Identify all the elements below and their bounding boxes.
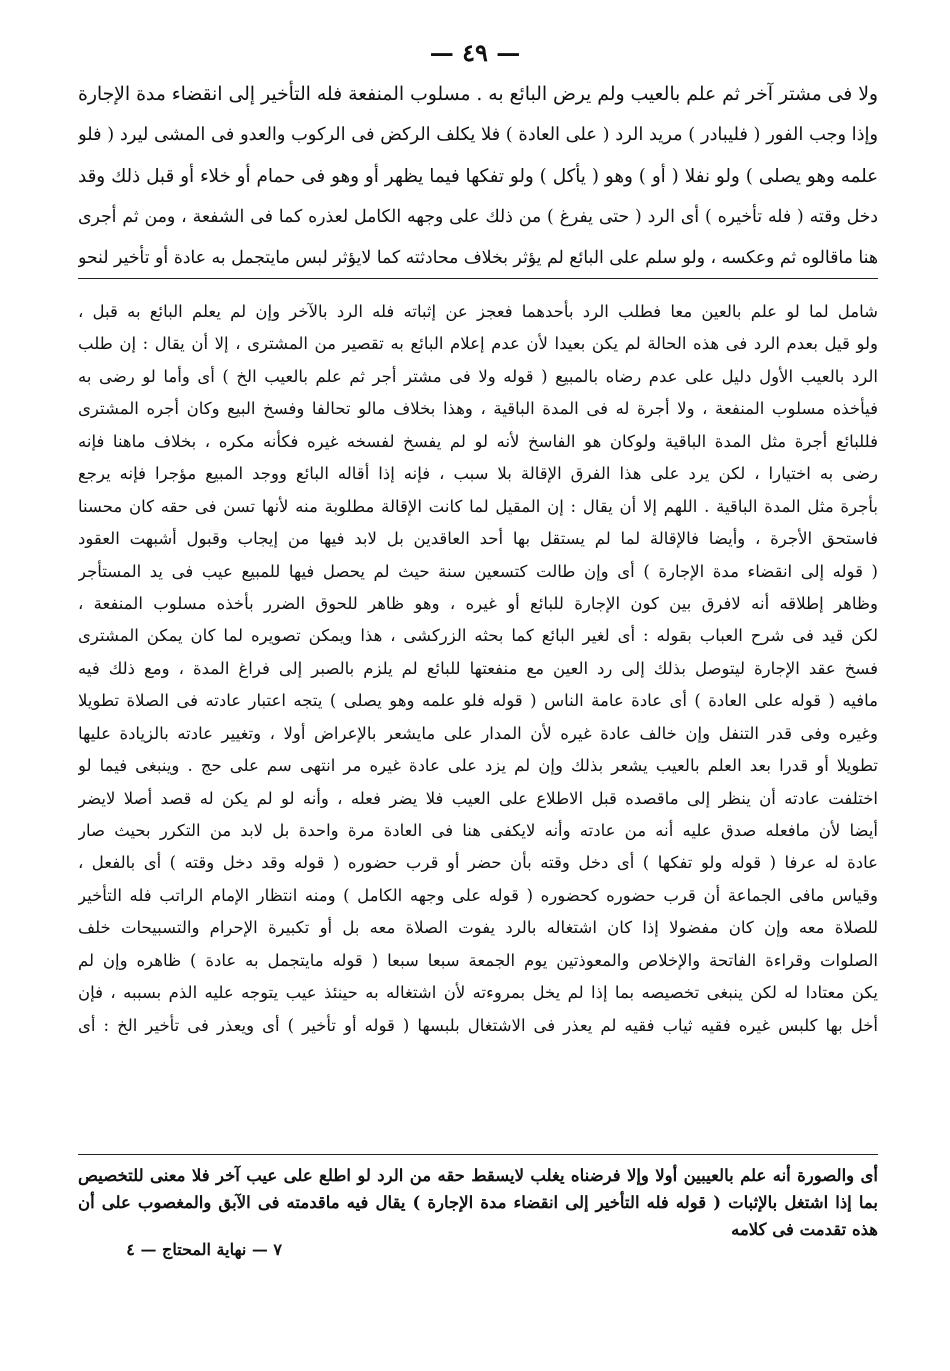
- commentary-line: شامل لما لو علم بالعين معا فطلب الرد بأحدهما فعجز عن إثباته فله الرد بالآخر وإن لم يعلم البائع به قبل ،: [78, 302, 878, 321]
- signature-mark: ٧ — نهاية المحتاج — ٤: [126, 1240, 282, 1259]
- page-number: — ٤٩ —: [429, 38, 521, 67]
- commentary-text: [78, 296, 878, 1042]
- main-line: علمه وهو يصلى ) ولو نفلا ( أو ) وهو ( يأكل ) ولو تفكها فيما يظهر أو وهو فى حمام أو خلاء أو قبل ذلك وقد: [78, 166, 878, 187]
- commentary-line: فيأخذه مسلوب المنفعة ، ولا أجرة له فى المدة الباقية ، وهذا بخلاف مالو تحالفا وفسخ البيع وكان أجره المشترى: [78, 399, 878, 419]
- commentary-line: فسخ عقد الإجارة ليتوصل بذلك إلى رد العين مع منفعتها للبائع لم يلزم بالصبر إلى فراغ المدة ، ومع ذلك فيه: [78, 658, 878, 678]
- commentary-line: تطويلا أو قدرا بعد العلم بالعيب يشعر بذلك وإن لم يزد على عادة غيره مر انتهى سم على حج . وينبغى فيما لو: [78, 756, 878, 776]
- footnote-text: [78, 1162, 878, 1243]
- main-line: وإذا وجب الفور ( فليبادر ) مريد الرد ( على العادة ) فلا يكلف الركض فى الركوب والعدو فى المشى ليرد ( فلو: [78, 125, 878, 145]
- commentary-line: اختلفت عادته أن ينظر إلى ماقصده قبل الاطلاع على العيب فلا يضر فعله ، وأنه لو لم يكن له قصد أصلا لايضر: [78, 788, 878, 808]
- commentary-line: الرد بالعيب الأول دليل على عدم رضاه بالمبيع ( قوله ولا فى مشتر أجر ثم علم بالعيب الخ ) أى وأما لو رضى به: [78, 366, 878, 386]
- main-line: هنا ماقالوه ثم وعكسه ، ولو سلم على البائع لم يؤثر بخلاف محادثته كما لايؤثر لبس مايتجمل به عادة أو تأخير لنحو: [78, 248, 878, 268]
- commentary-line: أيضا لأن مافعله صدق عليه أنه من عادته وأنه لايكفى هنا فى العادة مرة واحدة بل لابد من التكرر بحيث صار: [78, 821, 878, 840]
- commentary-line: ( قوله إلى انقضاء مدة الإجارة ) أى وإن طالت كتسعين سنة حيث لم يحصل فيها للمبيع عيب فى يد المستأجر: [78, 561, 878, 581]
- commentary-line: وظاهر إطلاقه أنه لافرق بين كون الإجارة للبائع أو غيره ، وهو ظاهر للحوق الضرر بأخذه مسلوب المنفعة ،: [78, 593, 878, 613]
- commentary-line: فاستحق الأجرة ، وأيضا فالإقالة لما لم يستقل بها أحد العاقدين بل لابد فيها من إيجاب وقبول أشبهت العقود: [78, 529, 878, 549]
- commentary-line: مافيه ( قوله على العادة ) أى عادة عامة الناس ( قوله فلو علمه وهو يصلى ) يتجه اعتبار عادته فى الصلاة تطويلا: [78, 691, 878, 711]
- commentary-line: ولو قيل بعدم الرد فى هذه الحالة لم يكن بعيدا لأن عدم إعلام البائع به تقصير من المشترى ، إلا أن يقال : إن طلب: [78, 334, 878, 354]
- commentary-line: فللبائع أجرة مثل المدة الباقية ولوكان هو الفاسخ لأنه لو لم يفسخ لفسخه غيره فكأنه مكره ، بخلاف ماهنا فإنه: [78, 431, 878, 451]
- commentary-line: عادة له عرفا ( قوله ولو تفكها ) أى دخل وقته بأن حضر أو قرب حضوره ( قوله وقد دخل وقته ) أى بالفعل ،: [78, 853, 878, 873]
- commentary-line: أخل بها كلبس غيره فقيه ثياب فقيه لم يعذر فى الاشتغال بلبسها ( قوله أو تأخير ) أى ويعذر فى تأخير الخ : أى: [78, 1015, 878, 1035]
- commentary-line: وغيره وفى قدر التنفل وإن خالف عادة غيره لأن المدار على مايشعر بالإعراض أولا ، وتغيير عادته بالزيادة عليها: [78, 723, 878, 743]
- commentary-line: بأجرة مثل المدة الباقية . اللهم إلا أن يقال : إن المقيل لما كانت الإقالة مطلوبة منه لأنها تسن فى حقه كان محسنا: [78, 496, 878, 516]
- main-line: دخل وقته ( فله تأخيره ) أى الرد ( حتى يفرغ ) من ذلك على وجهه الكامل لعذره كما فى الشفعة ، ومن ثم أجرى: [78, 207, 878, 227]
- footnote-line: هذه تقدمت فى كلامه: [731, 1220, 878, 1239]
- footnote-line: أى والصورة أنه علم بالعيبين أولا وإلا فرضناه يغلب لايسقط حقه من الرد لو اطلع على عيب آخر فلا معنى للتخصيص: [78, 1166, 878, 1185]
- footnote-rule: [78, 1154, 878, 1155]
- commentary-line: يكن معتادا له لكن ينبغى تخصيصه بما إذا لم يخل بمروءته لأن اشتغاله به حينئذ عيب يتوجه عليه الذم بسببه ، فإن: [78, 983, 878, 1003]
- commentary-line: الصلوات وقراءة الفاتحة والإخلاص والمعوذتين يوم الجمعة سبعا سبعا ( قوله مايتجمل به عادة ) ظاهره وإن لم: [78, 950, 878, 970]
- commentary-line: وقياس مافى الجماعة أن قرب حضوره كحضوره ( قوله على وجهه الكامل ) ومنه انتظار الإمام الراتب فله التأخير: [78, 885, 878, 905]
- main-text: [78, 74, 878, 279]
- commentary-line: رضى به اختيارا ، لكن يرد على هذا الفرق الإقالة بلا سبب ، فإنه إذا أقاله البائع ووجد المبيع مؤجرا فإنه يرجع: [78, 464, 878, 484]
- footnote-line: بما إذا اشتغل بالإثبات ( قوله فله التأخير إلى انقضاء مدة الإجارة ) يقال فيه ماقدمته فى الآبق والمغصوب على أن: [78, 1193, 878, 1212]
- commentary-line: للصلاة معه وإن كان مفضولا إذا كان اشتغاله بالرد يفوت الصلاة معه بل أو تكبيرة الإحرام والتسبيحات خلف: [78, 918, 878, 938]
- main-line: ولا فى مشتر آخر ثم علم بالعيب ولم يرض البائع به . مسلوب المنفعة فله التأخير إلى انقضاء مدة الإجارة: [78, 84, 878, 105]
- commentary-line: لكن قيد فى شرح العباب بقوله : أى لغير البائع كما بحثه الزركشى ، هذا ويمكن تصويره لما كان يمكن المشترى: [78, 626, 878, 646]
- divider-rule: [78, 278, 878, 279]
